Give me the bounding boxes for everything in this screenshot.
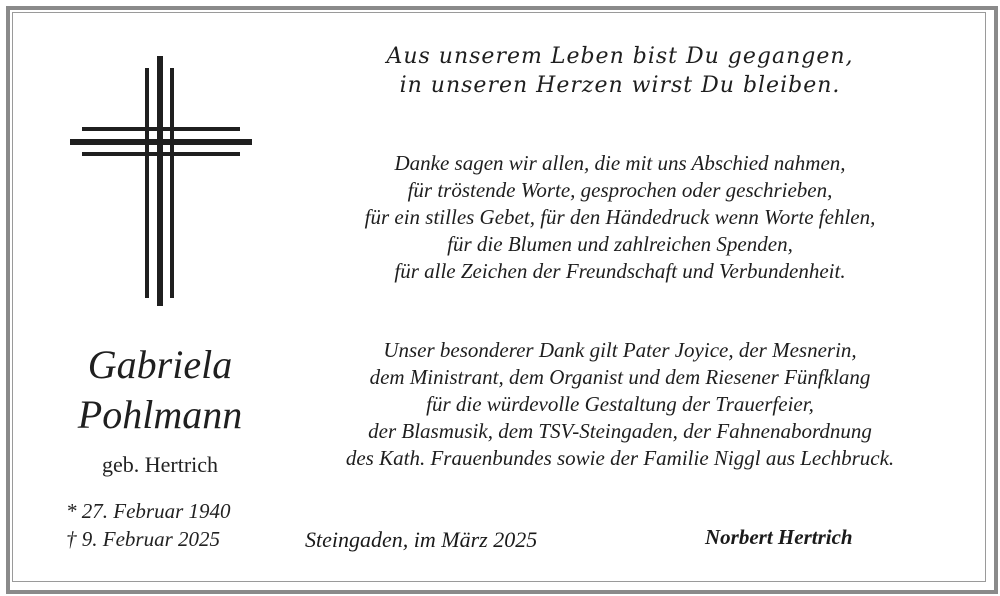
- special-thanks-line: Unser besonderer Dank gilt Pater Joyice, der Mesnerin,: [383, 338, 857, 362]
- place-date: Steingaden, im März 2025: [305, 527, 538, 552]
- poem-line: Aus unserem Leben bist Du gegangen,: [386, 44, 854, 69]
- maiden-name: geb. Hertrich: [101, 452, 219, 477]
- deceased-last-name: Pohlmann: [77, 392, 243, 437]
- special-thanks-line: des Kath. Frauenbundes sowie der Familie Niggl aus Lechbruck.: [345, 446, 895, 470]
- death-date: † 9. Februar 2025: [66, 527, 220, 551]
- birth-date: * 27. Februar 1940: [66, 499, 231, 523]
- deceased-first-name: Gabriela: [87, 342, 233, 387]
- special-thanks-line: für die würdevolle Gestaltung der Trauerfeier,: [426, 392, 814, 416]
- signer-name: Norbert Hertrich: [705, 525, 853, 549]
- special-thanks-line: der Blasmusik, dem TSV-Steingaden, der Fahnenabordnung: [368, 419, 872, 443]
- poem-line: in unseren Herzen wirst Du bleiben.: [399, 73, 841, 98]
- thanks-line: für tröstende Worte, gesprochen oder geschrieben,: [407, 178, 833, 202]
- special-thanks-line: dem Ministrant, dem Organist und dem Riesener Fünfklang: [369, 365, 871, 389]
- special-thanks-text: [290, 337, 950, 472]
- thanks-line: Danke sagen wir allen, die mit uns Abschied nahmen,: [394, 151, 846, 175]
- poem: [320, 42, 920, 100]
- thanks-line: für alle Zeichen der Freundschaft und Verbundenheit.: [394, 259, 846, 283]
- thanks-line: für die Blumen und zahlreichen Spenden,: [447, 232, 793, 256]
- cross-icon: [66, 50, 256, 312]
- thanks-text: [290, 150, 950, 285]
- thanks-line: für ein stilles Gebet, für den Händedruck wenn Worte fehlen,: [364, 205, 876, 229]
